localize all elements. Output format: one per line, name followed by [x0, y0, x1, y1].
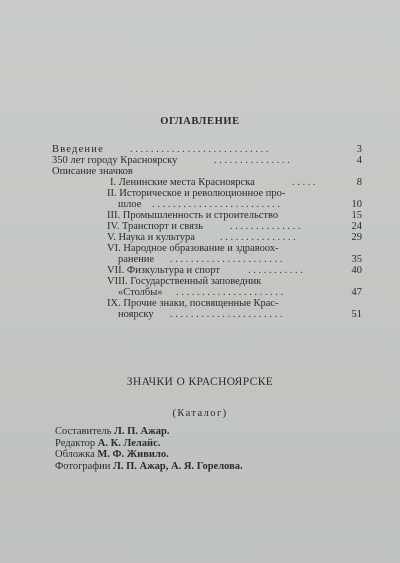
toc-entry	[52, 276, 362, 287]
toc-entry-text: III. Промышленность и строительство	[107, 210, 279, 221]
leader-dots: .....................	[176, 287, 286, 298]
credit-line	[55, 426, 243, 438]
toc-entry-page: 47	[351, 287, 362, 298]
toc-entry-text: VIII. Государственный заповедник	[107, 276, 262, 287]
credit-name: А. К. Лелайс.	[97, 437, 161, 449]
credits-block	[55, 426, 243, 472]
toc-entry	[52, 210, 362, 221]
credit-role: Обложка	[55, 449, 95, 460]
leader-dots: ...........................	[130, 144, 272, 155]
credit-name: Л. П. Ажар, А. Я. Горелова.	[113, 460, 243, 472]
toc-entry	[52, 298, 362, 309]
toc-entry-page: 35	[351, 254, 362, 265]
toc-entry-page: 3	[356, 144, 362, 155]
leader-dots: ...........	[248, 265, 306, 276]
toc-entry	[52, 221, 362, 232]
leader-dots: ......................	[170, 309, 285, 320]
leader-dots: ...............	[214, 155, 293, 166]
leader-dots: ......................	[170, 254, 285, 265]
toc-entry-page: 51	[351, 309, 362, 320]
toc-entry-text: VII. Физкультура и спорт	[107, 265, 220, 276]
toc-entry	[52, 232, 362, 243]
toc-entry-text: I. Ленинские места Красноярска	[110, 177, 255, 188]
toc-entry	[52, 166, 362, 177]
credit-role: Редактор	[55, 437, 96, 449]
toc-entry	[52, 199, 362, 210]
toc-entry-text: шлое	[118, 199, 142, 210]
credit-line	[55, 449, 243, 461]
credit-line	[55, 461, 243, 473]
toc-entry-page: 10	[351, 199, 362, 210]
toc-entry-text: VI. Народное образование и здравоох-	[107, 243, 279, 254]
toc-entry-page: 8	[356, 177, 362, 188]
toc-entry-page: 4	[356, 155, 362, 166]
leader-dots: .....	[292, 177, 319, 188]
toc-entry	[52, 287, 362, 298]
leader-dots: ...............	[220, 232, 299, 243]
toc-entry-text: ноярску	[118, 309, 154, 320]
toc-entry-text: ранение	[118, 254, 155, 265]
toc-entry-page: 24	[351, 221, 362, 232]
table-of-contents	[52, 144, 362, 320]
credit-name: Л. П. Ажар.	[114, 426, 170, 437]
toc-entry	[52, 188, 362, 199]
toc-entry	[52, 155, 362, 166]
toc-entry-text: V. Наука и культура	[107, 232, 195, 243]
toc-entry-text: IV. Транспорт и связь	[107, 221, 203, 232]
toc-entry	[52, 309, 362, 320]
toc-entry	[52, 254, 362, 265]
leader-dots: .........................	[152, 199, 283, 210]
toc-entry-text: Описание значков	[52, 166, 133, 177]
book-title: ЗНАЧКИ О КРАСНОЯРСКЕ	[126, 376, 274, 388]
toc-title: ОГЛАВЛЕНИЕ	[160, 116, 240, 127]
toc-entry-page: 29	[351, 232, 362, 243]
credit-role: Составитель	[55, 426, 112, 437]
toc-entry-text: 350 лет городу Красноярску	[52, 155, 178, 166]
book-subtitle: (Каталог)	[172, 408, 228, 419]
leader-dots: ..............	[230, 221, 304, 232]
toc-entry	[52, 177, 362, 188]
toc-entry-text: «Столбы»	[118, 287, 163, 298]
toc-entry-text: Введение	[52, 144, 104, 155]
credit-name: М. Ф. Живило.	[97, 449, 169, 460]
toc-entry	[52, 265, 362, 276]
credit-role: Фотографии	[55, 460, 111, 472]
toc-entry-text: IX. Прочие знаки, посвященные Крас-	[107, 298, 279, 309]
toc-entry	[52, 243, 362, 254]
toc-entry	[52, 144, 362, 155]
toc-entry-text: II. Историческое и революционное про-	[107, 188, 286, 199]
toc-entry-page: 15	[351, 210, 362, 221]
toc-entry-page: 40	[351, 265, 362, 276]
credit-line	[55, 438, 243, 450]
